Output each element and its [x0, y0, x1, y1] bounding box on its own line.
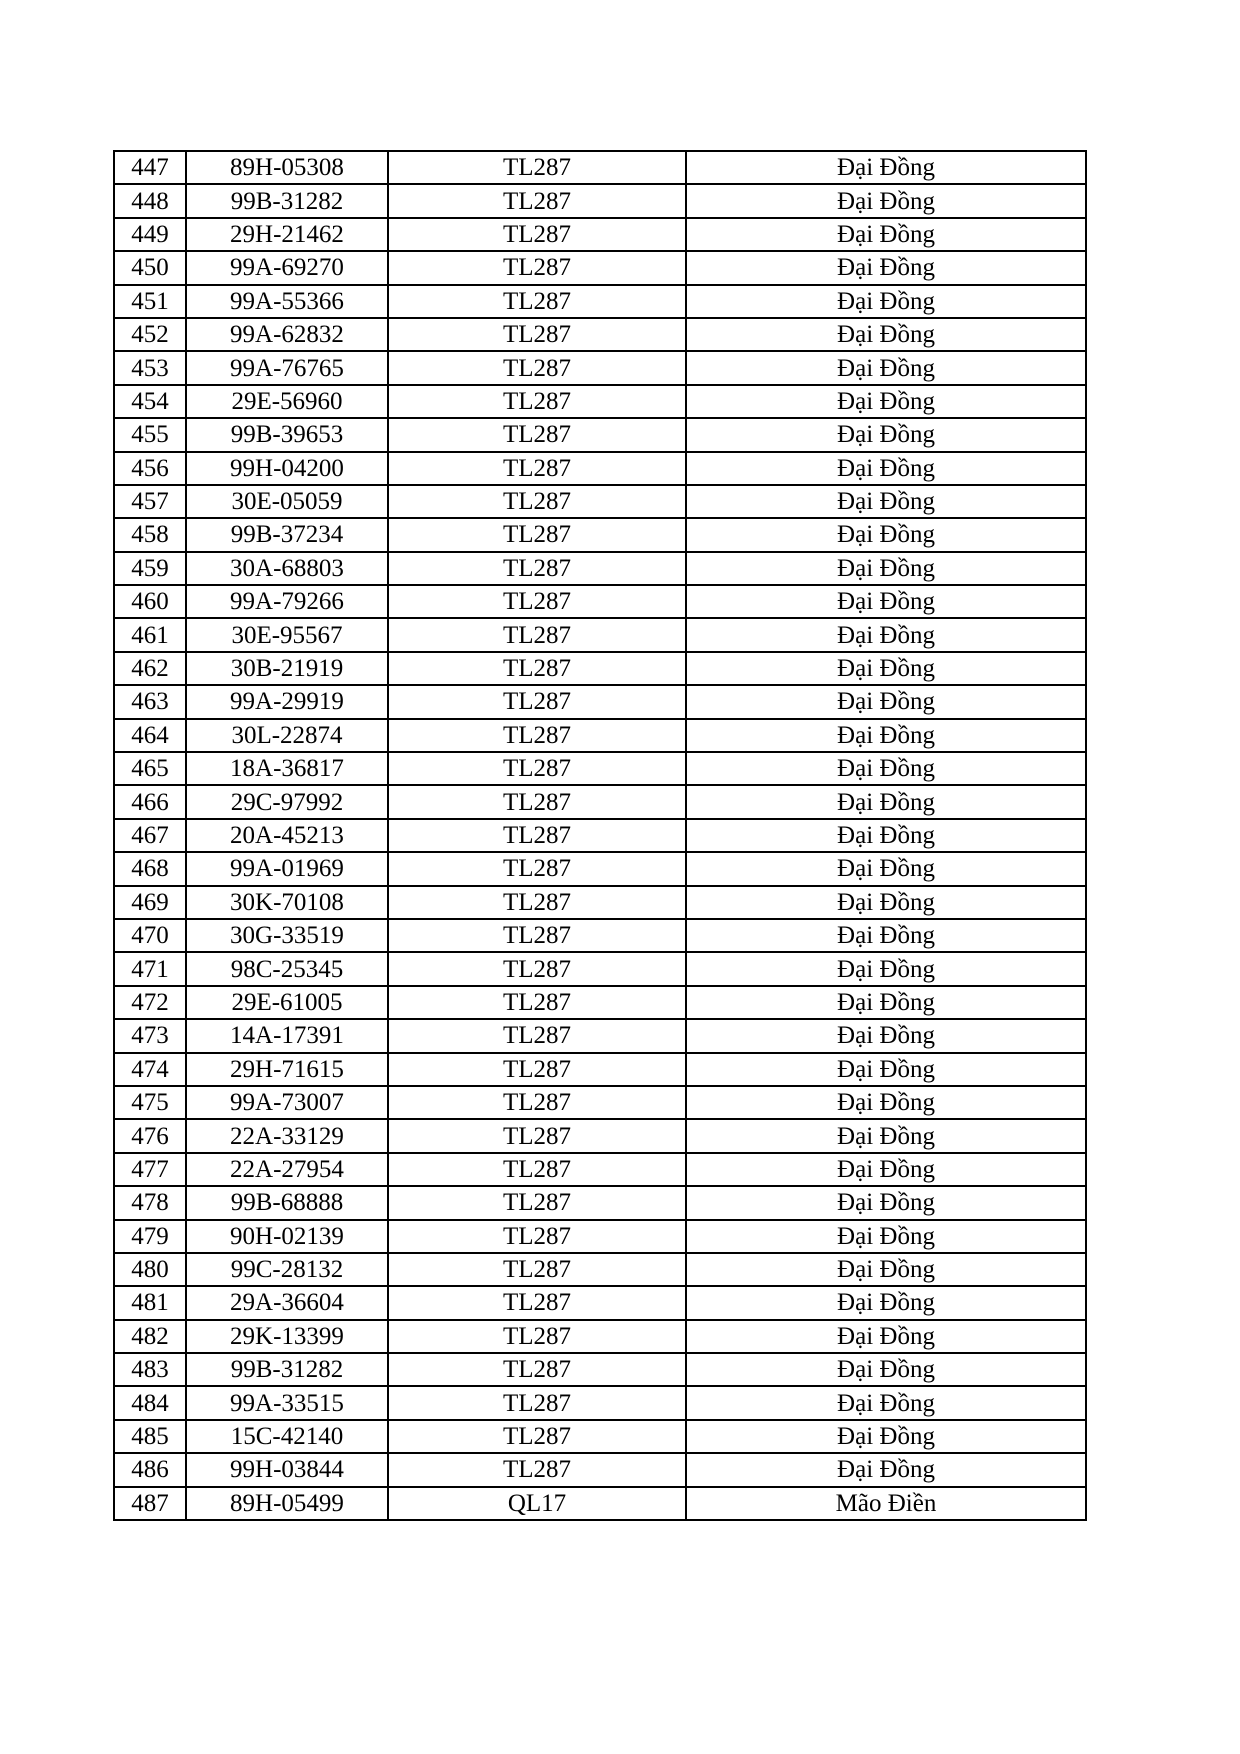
license-plate-cell: 99H-03844 — [186, 1453, 388, 1486]
location-cell: Đại Đồng — [686, 785, 1086, 818]
license-plate-cell: 20A-45213 — [186, 819, 388, 852]
row-number-cell: 477 — [114, 1153, 186, 1186]
table-row — [114, 618, 1086, 651]
road-cell: TL287 — [388, 785, 686, 818]
row-number-cell: 479 — [114, 1220, 186, 1253]
road-cell: TL287 — [388, 1019, 686, 1052]
table-row — [114, 1320, 1086, 1353]
location-cell: Đại Đồng — [686, 351, 1086, 384]
location-cell: Đại Đồng — [686, 819, 1086, 852]
row-number-cell: 464 — [114, 719, 186, 752]
license-plate-cell: 89H-05308 — [186, 151, 388, 184]
road-cell: TL287 — [388, 318, 686, 351]
vehicle-records-table — [113, 150, 1087, 1521]
road-cell: TL287 — [388, 819, 686, 852]
table-row — [114, 952, 1086, 985]
road-cell: TL287 — [388, 1453, 686, 1486]
row-number-cell: 452 — [114, 318, 186, 351]
license-plate-cell: 99H-04200 — [186, 452, 388, 485]
location-cell: Đại Đồng — [686, 385, 1086, 418]
license-plate-cell: 29C-97992 — [186, 785, 388, 818]
license-plate-cell: 30E-95567 — [186, 618, 388, 651]
row-number-cell: 471 — [114, 952, 186, 985]
road-cell: TL287 — [388, 218, 686, 251]
license-plate-cell: 29E-61005 — [186, 986, 388, 1019]
row-number-cell: 459 — [114, 552, 186, 585]
road-cell: TL287 — [388, 1220, 686, 1253]
license-plate-cell: 99B-37234 — [186, 518, 388, 551]
road-cell: TL287 — [388, 1386, 686, 1419]
location-cell: Đại Đồng — [686, 1320, 1086, 1353]
row-number-cell: 478 — [114, 1186, 186, 1219]
license-plate-cell: 22A-33129 — [186, 1119, 388, 1152]
location-cell: Đại Đồng — [686, 1286, 1086, 1319]
location-cell: Đại Đồng — [686, 919, 1086, 952]
location-cell: Đại Đồng — [686, 1019, 1086, 1052]
road-cell: TL287 — [388, 1153, 686, 1186]
table-row — [114, 452, 1086, 485]
license-plate-cell: 30L-22874 — [186, 719, 388, 752]
location-cell: Đại Đồng — [686, 1386, 1086, 1419]
row-number-cell: 487 — [114, 1487, 186, 1520]
road-cell: TL287 — [388, 618, 686, 651]
road-cell: TL287 — [388, 752, 686, 785]
license-plate-cell: 29K-13399 — [186, 1320, 388, 1353]
license-plate-cell: 14A-17391 — [186, 1019, 388, 1052]
row-number-cell: 485 — [114, 1420, 186, 1453]
row-number-cell: 482 — [114, 1320, 186, 1353]
license-plate-cell: 99C-28132 — [186, 1253, 388, 1286]
table-row — [114, 719, 1086, 752]
location-cell: Đại Đồng — [686, 452, 1086, 485]
row-number-cell: 450 — [114, 251, 186, 284]
license-plate-cell: 99A-62832 — [186, 318, 388, 351]
row-number-cell: 469 — [114, 886, 186, 919]
table-row — [114, 919, 1086, 952]
table-row — [114, 1420, 1086, 1453]
location-cell: Đại Đồng — [686, 1186, 1086, 1219]
row-number-cell: 458 — [114, 518, 186, 551]
license-plate-cell: 99B-31282 — [186, 184, 388, 217]
license-plate-cell: 99A-73007 — [186, 1086, 388, 1119]
location-cell: Đại Đồng — [686, 251, 1086, 284]
table-row — [114, 752, 1086, 785]
table-row — [114, 485, 1086, 518]
row-number-cell: 451 — [114, 285, 186, 318]
location-cell: Đại Đồng — [686, 1086, 1086, 1119]
table-row — [114, 518, 1086, 551]
road-cell: TL287 — [388, 1420, 686, 1453]
table-row — [114, 1286, 1086, 1319]
road-cell: TL287 — [388, 719, 686, 752]
location-cell: Đại Đồng — [686, 1220, 1086, 1253]
location-cell: Đại Đồng — [686, 285, 1086, 318]
license-plate-cell: 99A-76765 — [186, 351, 388, 384]
road-cell: TL287 — [388, 952, 686, 985]
row-number-cell: 483 — [114, 1353, 186, 1386]
table-row — [114, 585, 1086, 618]
license-plate-cell: 29H-21462 — [186, 218, 388, 251]
road-cell: TL287 — [388, 1053, 686, 1086]
row-number-cell: 467 — [114, 819, 186, 852]
road-cell: TL287 — [388, 1119, 686, 1152]
location-cell: Đại Đồng — [686, 585, 1086, 618]
road-cell: TL287 — [388, 184, 686, 217]
row-number-cell: 472 — [114, 986, 186, 1019]
location-cell: Đại Đồng — [686, 485, 1086, 518]
table-row — [114, 552, 1086, 585]
license-plate-cell: 99B-39653 — [186, 418, 388, 451]
location-cell: Đại Đồng — [686, 952, 1086, 985]
row-number-cell: 481 — [114, 1286, 186, 1319]
row-number-cell: 457 — [114, 485, 186, 518]
location-cell: Đại Đồng — [686, 1053, 1086, 1086]
table-row — [114, 1386, 1086, 1419]
table-row — [114, 251, 1086, 284]
row-number-cell: 463 — [114, 685, 186, 718]
location-cell: Đại Đồng — [686, 1153, 1086, 1186]
row-number-cell: 468 — [114, 852, 186, 885]
license-plate-cell: 18A-36817 — [186, 752, 388, 785]
location-cell: Đại Đồng — [686, 852, 1086, 885]
road-cell: TL287 — [388, 485, 686, 518]
road-cell: TL287 — [388, 351, 686, 384]
table-row — [114, 1053, 1086, 1086]
table-row — [114, 819, 1086, 852]
location-cell: Đại Đồng — [686, 418, 1086, 451]
row-number-cell: 455 — [114, 418, 186, 451]
row-number-cell: 486 — [114, 1453, 186, 1486]
table-row — [114, 1220, 1086, 1253]
road-cell: TL287 — [388, 1286, 686, 1319]
row-number-cell: 466 — [114, 785, 186, 818]
road-cell: TL287 — [388, 852, 686, 885]
table-row — [114, 151, 1086, 184]
license-plate-cell: 99A-79266 — [186, 585, 388, 618]
license-plate-cell: 29H-71615 — [186, 1053, 388, 1086]
location-cell: Đại Đồng — [686, 1253, 1086, 1286]
table-row — [114, 1186, 1086, 1219]
location-cell: Đại Đồng — [686, 1420, 1086, 1453]
table-row — [114, 1019, 1086, 1052]
road-cell: TL287 — [388, 652, 686, 685]
row-number-cell: 456 — [114, 452, 186, 485]
table-row — [114, 1119, 1086, 1152]
license-plate-cell: 99A-55366 — [186, 285, 388, 318]
license-plate-cell: 99A-01969 — [186, 852, 388, 885]
table-row — [114, 285, 1086, 318]
road-cell: TL287 — [388, 685, 686, 718]
license-plate-cell: 99A-29919 — [186, 685, 388, 718]
license-plate-cell: 99B-68888 — [186, 1186, 388, 1219]
table-row — [114, 385, 1086, 418]
row-number-cell: 480 — [114, 1253, 186, 1286]
license-plate-cell: 30B-21919 — [186, 652, 388, 685]
row-number-cell: 460 — [114, 585, 186, 618]
road-cell: QL17 — [388, 1487, 686, 1520]
road-cell: TL287 — [388, 251, 686, 284]
license-plate-cell: 99A-33515 — [186, 1386, 388, 1419]
license-plate-cell: 99B-31282 — [186, 1353, 388, 1386]
location-cell: Đại Đồng — [686, 752, 1086, 785]
location-cell: Đại Đồng — [686, 1119, 1086, 1152]
location-cell: Đại Đồng — [686, 618, 1086, 651]
location-cell: Đại Đồng — [686, 886, 1086, 919]
row-number-cell: 484 — [114, 1386, 186, 1419]
license-plate-cell: 99A-69270 — [186, 251, 388, 284]
road-cell: TL287 — [388, 1320, 686, 1353]
table-row — [114, 1153, 1086, 1186]
table-row — [114, 1453, 1086, 1486]
table-row — [114, 986, 1086, 1019]
table-row — [114, 218, 1086, 251]
location-cell: Mão Điền — [686, 1487, 1086, 1520]
table-row — [114, 886, 1086, 919]
road-cell: TL287 — [388, 1353, 686, 1386]
table-row — [114, 184, 1086, 217]
row-number-cell: 448 — [114, 184, 186, 217]
row-number-cell: 465 — [114, 752, 186, 785]
license-plate-cell: 89H-05499 — [186, 1487, 388, 1520]
road-cell: TL287 — [388, 452, 686, 485]
row-number-cell: 453 — [114, 351, 186, 384]
road-cell: TL287 — [388, 285, 686, 318]
location-cell: Đại Đồng — [686, 1453, 1086, 1486]
license-plate-cell: 22A-27954 — [186, 1153, 388, 1186]
row-number-cell: 476 — [114, 1119, 186, 1152]
table-row — [114, 652, 1086, 685]
license-plate-cell: 30E-05059 — [186, 485, 388, 518]
road-cell: TL287 — [388, 1186, 686, 1219]
records-table-body — [114, 151, 1086, 1520]
row-number-cell: 454 — [114, 385, 186, 418]
row-number-cell: 462 — [114, 652, 186, 685]
row-number-cell: 474 — [114, 1053, 186, 1086]
license-plate-cell: 90H-02139 — [186, 1220, 388, 1253]
road-cell: TL287 — [388, 151, 686, 184]
row-number-cell: 473 — [114, 1019, 186, 1052]
location-cell: Đại Đồng — [686, 518, 1086, 551]
row-number-cell: 449 — [114, 218, 186, 251]
table-row — [114, 1353, 1086, 1386]
row-number-cell: 470 — [114, 919, 186, 952]
road-cell: TL287 — [388, 1086, 686, 1119]
road-cell: TL287 — [388, 986, 686, 1019]
license-plate-cell: 30G-33519 — [186, 919, 388, 952]
table-row — [114, 318, 1086, 351]
location-cell: Đại Đồng — [686, 151, 1086, 184]
row-number-cell: 475 — [114, 1086, 186, 1119]
location-cell: Đại Đồng — [686, 318, 1086, 351]
location-cell: Đại Đồng — [686, 184, 1086, 217]
road-cell: TL287 — [388, 518, 686, 551]
table-row — [114, 1086, 1086, 1119]
license-plate-cell: 98C-25345 — [186, 952, 388, 985]
table-row — [114, 418, 1086, 451]
road-cell: TL287 — [388, 919, 686, 952]
table-row — [114, 1487, 1086, 1520]
road-cell: TL287 — [388, 1253, 686, 1286]
table-row — [114, 852, 1086, 885]
location-cell: Đại Đồng — [686, 552, 1086, 585]
license-plate-cell: 30A-68803 — [186, 552, 388, 585]
location-cell: Đại Đồng — [686, 218, 1086, 251]
location-cell: Đại Đồng — [686, 685, 1086, 718]
table-row — [114, 1253, 1086, 1286]
license-plate-cell: 29E-56960 — [186, 385, 388, 418]
row-number-cell: 461 — [114, 618, 186, 651]
row-number-cell: 447 — [114, 151, 186, 184]
road-cell: TL287 — [388, 886, 686, 919]
road-cell: TL287 — [388, 552, 686, 585]
license-plate-cell: 29A-36604 — [186, 1286, 388, 1319]
license-plate-cell: 15C-42140 — [186, 1420, 388, 1453]
road-cell: TL287 — [388, 418, 686, 451]
location-cell: Đại Đồng — [686, 986, 1086, 1019]
table-row — [114, 785, 1086, 818]
location-cell: Đại Đồng — [686, 652, 1086, 685]
table-row — [114, 685, 1086, 718]
road-cell: TL287 — [388, 385, 686, 418]
location-cell: Đại Đồng — [686, 719, 1086, 752]
road-cell: TL287 — [388, 585, 686, 618]
table-row — [114, 351, 1086, 384]
location-cell: Đại Đồng — [686, 1353, 1086, 1386]
license-plate-cell: 30K-70108 — [186, 886, 388, 919]
